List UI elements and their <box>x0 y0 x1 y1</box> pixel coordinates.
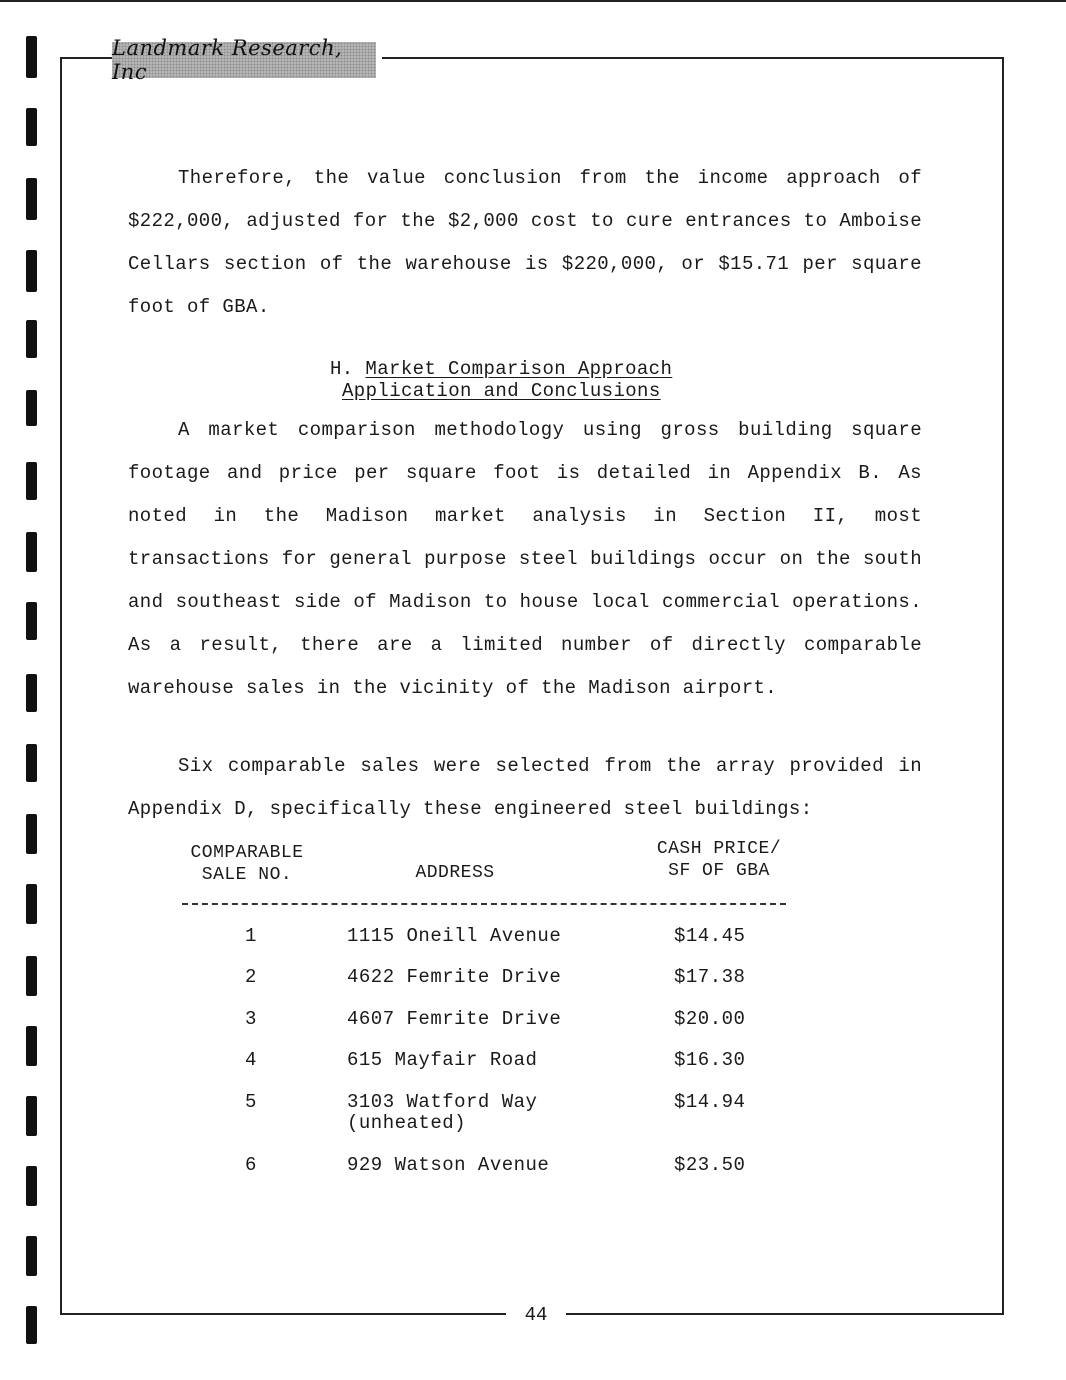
company-logo-text: Landmark Research, Inc <box>112 36 343 84</box>
column-header-price-line1: CASH PRICE/ <box>656 839 782 859</box>
sale-number: 4 <box>245 1049 257 1071</box>
binder-punch-mark <box>26 674 37 712</box>
page-number: 44 <box>524 1304 548 1326</box>
comparable-sales-intro-paragraph: Six comparable sales were selected from the array provided in Appendix D, specifically these engineered steel buildings: <box>128 755 922 820</box>
table-row <box>0 1092 1066 1152</box>
sale-price-per-sf: $17.38 <box>674 966 746 988</box>
binder-punch-mark <box>26 1236 37 1276</box>
table-row <box>0 1050 1066 1094</box>
page-border <box>566 1313 1004 1315</box>
binder-punch-mark <box>26 814 37 854</box>
binder-punch-mark <box>26 250 37 292</box>
column-header-sale-no-line2: SALE NO. <box>201 865 293 885</box>
sale-number: 1 <box>245 925 257 947</box>
binder-punch-mark <box>26 602 37 640</box>
sale-address: 4622 Femrite Drive <box>347 966 562 988</box>
sale-price-per-sf: $14.45 <box>674 925 746 947</box>
sale-address: 3103 Watford Way <box>347 1091 538 1113</box>
sale-number: 6 <box>245 1154 257 1176</box>
sale-number: 2 <box>245 966 257 988</box>
page-border <box>382 57 1004 59</box>
binder-punch-mark <box>26 744 37 782</box>
section-letter: H. <box>330 358 354 380</box>
binder-punch-mark <box>26 178 37 220</box>
sale-number: 5 <box>245 1091 257 1113</box>
binder-punch-mark <box>26 320 37 358</box>
section-title-line2: Application and Conclusions <box>342 380 661 402</box>
section-heading <box>330 358 750 402</box>
sale-price-per-sf: $14.94 <box>674 1091 746 1113</box>
column-header-sale-no-line1: COMPARABLE <box>190 843 304 863</box>
binder-punch-mark <box>26 532 37 572</box>
column-header-price <box>640 838 798 882</box>
company-logo <box>112 36 376 84</box>
sale-price-per-sf: $20.00 <box>674 1008 746 1030</box>
table-row <box>0 1009 1066 1053</box>
sale-address: 615 Mayfair Road <box>347 1049 538 1071</box>
page-border <box>60 57 112 59</box>
page-top-edge <box>0 0 1066 2</box>
sale-number: 3 <box>245 1008 257 1030</box>
column-header-sale-no <box>172 842 322 886</box>
page-border <box>60 1313 506 1315</box>
binder-punch-mark <box>26 884 37 924</box>
income-approach-paragraph: Therefore, the value conclusion from the income approach of $222,000, adjusted for the $2,000 cost to cure entrances to Amboise Cellars section of the warehouse is $220,000, or $15.71 per square foot of GBA. <box>128 167 922 318</box>
column-header-address: ADDRESS <box>415 863 495 883</box>
binder-punch-mark <box>26 390 37 426</box>
table-row <box>0 967 1066 1011</box>
sale-price-per-sf: $16.30 <box>674 1049 746 1071</box>
sale-address: 929 Watson Avenue <box>347 1154 550 1176</box>
market-comparison-paragraph: A market comparison methodology using gross building square footage and price per square foot is detailed in Appendix B. As noted in the Madison market analysis in Section II, most transactions for general purpose steel buildings occur on the south and southeast side of Madison to house local commercial operations. As a result, there are a limited number of directly comparable warehouse sales in the vicinity of the Madison airport. <box>128 419 922 699</box>
table-row <box>0 1155 1066 1199</box>
binder-punch-mark <box>26 36 37 78</box>
sale-price-per-sf: $23.50 <box>674 1154 746 1176</box>
column-header-price-line2: SF OF GBA <box>668 861 770 881</box>
sale-address: 4607 Femrite Drive <box>347 1008 562 1030</box>
table-header-divider <box>182 903 786 905</box>
sale-address-block <box>347 1092 627 1134</box>
binder-punch-mark <box>26 108 37 146</box>
sale-address-note: (unheated) <box>347 1112 467 1134</box>
table-row <box>0 926 1066 970</box>
section-title-line1: Market Comparison Approach <box>365 358 673 380</box>
binder-punch-mark <box>26 462 37 500</box>
sale-address: 1115 Oneill Avenue <box>347 925 562 947</box>
binder-punch-mark <box>26 1306 37 1344</box>
